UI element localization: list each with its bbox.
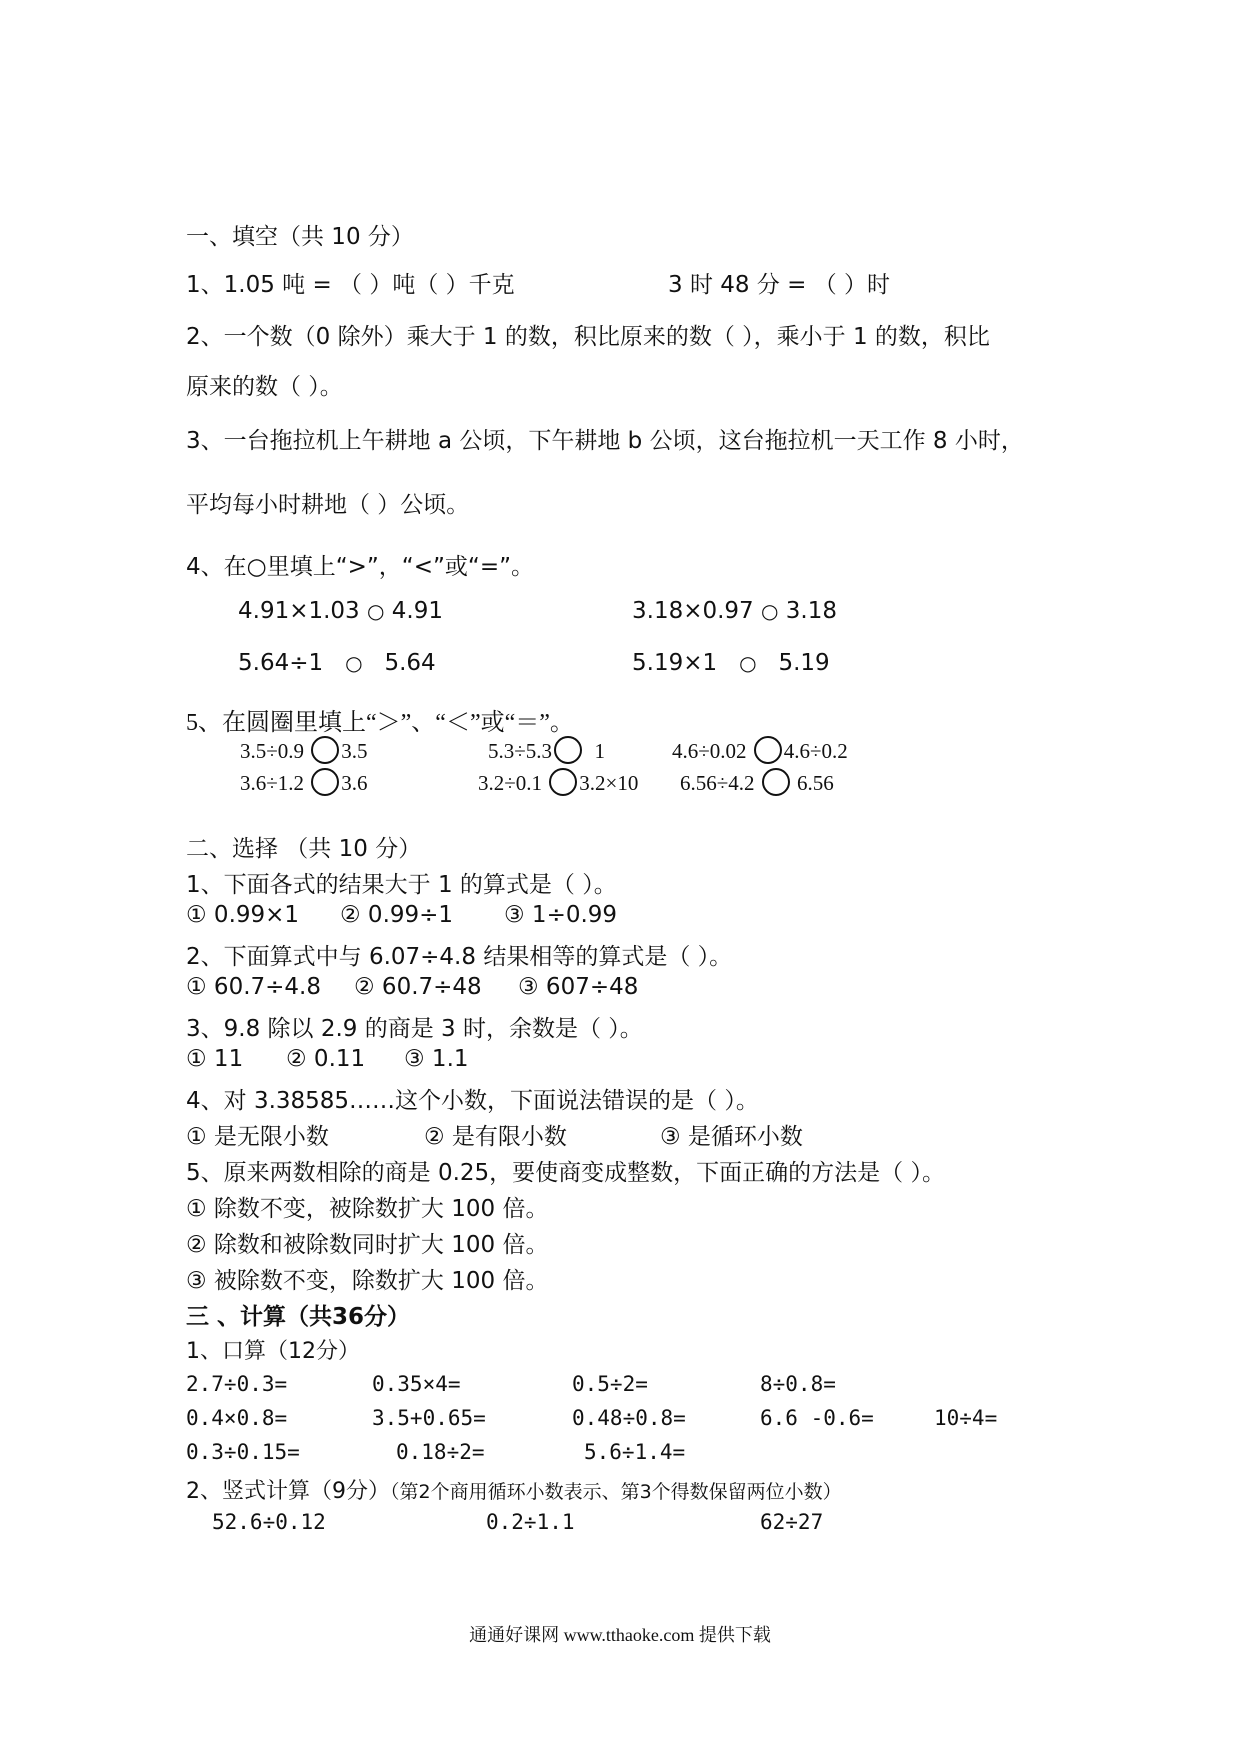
circle-icon: ○ [367, 599, 385, 623]
section-2-title: 二、选择 （共 10 分） [186, 836, 422, 862]
choice-q3-opt: ① 11 [186, 1046, 244, 1072]
vertical-item: 52.6÷0.12 [212, 1510, 326, 1534]
circle-compare: 6.56÷4.2 6.56 [680, 768, 834, 796]
oral-item: 2.7÷0.3= [186, 1372, 288, 1396]
choice-q3-opt: ③ 1.1 [404, 1046, 469, 1072]
circle-icon: ○ [739, 651, 757, 675]
choice-q2: 2、下面算式中与 6.07÷4.8 结果相等的算式是（ ）。 [186, 944, 733, 970]
oral-item: 0.3÷0.15= [186, 1440, 300, 1464]
circle-compare: 3.2÷0.1 3.2×10 [478, 768, 638, 796]
circle-icon [311, 768, 339, 796]
choice-q4-opt: ① 是无限小数 [186, 1124, 329, 1150]
calc-q2: 2、竖式计算（9分）（第2个商用循环小数表示、第3个得数保留两位小数） [186, 1479, 842, 1504]
oral-item: 0.48÷0.8= [572, 1406, 686, 1430]
choice-q5-opt: ③ 被除数不变，除数扩大 100 倍。 [186, 1268, 549, 1294]
oral-item: 10÷4= [934, 1406, 998, 1430]
calc-q2-note: （第2个商用循环小数表示、第3个得数保留两位小数） [390, 1481, 842, 1503]
fill-q2-line2: 原来的数（ ）。 [186, 374, 343, 400]
choice-q2-opt: ② 60.7÷48 [354, 974, 482, 1000]
vertical-item: 0.2÷1.1 [486, 1510, 575, 1534]
fill-q1-b: 3 时 48 分 = （ ）时 [668, 272, 891, 298]
oral-item: 5.6÷1.4= [584, 1440, 686, 1464]
circle-icon: ○ [345, 651, 363, 675]
fill-q3-line1: 3、一台拖拉机上午耕地 a 公顷，下午耕地 b 公顷，这台拖拉机一天工作 8 小时， [186, 428, 1024, 454]
oral-item: 0.35×4= [372, 1372, 461, 1396]
compare-item: 5.19×1 ○ 5.19 [632, 650, 830, 676]
choice-q3-opt: ② 0.11 [286, 1046, 366, 1072]
fill-q5: 5、在圆圈里填上“＞”、“＜”或“＝”。 [186, 710, 574, 736]
choice-q5-opt: ② 除数和被除数同时扩大 100 倍。 [186, 1232, 549, 1258]
choice-q2-opt: ③ 607÷48 [518, 974, 639, 1000]
fill-q3-line2: 平均每小时耕地（ ）公顷。 [186, 492, 470, 518]
circle-icon [549, 768, 577, 796]
choice-q1: 1、下面各式的结果大于 1 的算式是（ ）。 [186, 872, 617, 898]
choice-q1-opt: ③ 1÷0.99 [504, 902, 618, 928]
circle-icon [754, 736, 782, 764]
oral-item: 6.6 -0.6= [760, 1406, 874, 1430]
circle-icon [762, 768, 790, 796]
choice-q1-opt: ② 0.99÷1 [340, 902, 454, 928]
section-3-title: 三 、计算（共36分） [186, 1304, 411, 1330]
calc-q1: 1、口算（12分） [186, 1339, 360, 1364]
choice-q3: 3、9.8 除以 2.9 的商是 3 时，余数是（ ）。 [186, 1016, 643, 1042]
fill-q4: 4、在○里填上“>”，“<”或“=”。 [186, 554, 535, 580]
oral-item: 8÷0.8= [760, 1372, 836, 1396]
circle-compare: 4.6÷0.02 4.6÷0.2 [672, 736, 848, 764]
choice-q5: 5、原来两数相除的商是 0.25，要使商变成整数，下面正确的方法是（ ）。 [186, 1160, 945, 1186]
compare-item: 3.18×0.97 ○ 3.18 [632, 598, 837, 624]
choice-q5-opt: ① 除数不变，被除数扩大 100 倍。 [186, 1196, 549, 1222]
circle-compare: 3.5÷0.9 3.5 [240, 736, 368, 764]
oral-item: 3.5+0.65= [372, 1406, 486, 1430]
oral-item: 0.18÷2= [396, 1440, 485, 1464]
fill-q2-line1: 2、一个数（0 除外）乘大于 1 的数，积比原来的数（ ），乘小于 1 的数，积比 [186, 324, 990, 350]
circle-compare: 5.3÷5.3 1 [488, 736, 605, 764]
choice-q1-opt: ① 0.99×1 [186, 902, 300, 928]
compare-item: 4.91×1.03 ○ 4.91 [238, 598, 443, 624]
circle-compare: 3.6÷1.2 3.6 [240, 768, 368, 796]
choice-q4: 4、对 3.38585……这个小数，下面说法错误的是（ ）。 [186, 1088, 759, 1114]
circle-icon [311, 736, 339, 764]
vertical-item: 62÷27 [760, 1510, 824, 1534]
oral-item: 0.4×0.8= [186, 1406, 288, 1430]
compare-item: 5.64÷1 ○ 5.64 [238, 650, 436, 676]
circle-icon: ○ [761, 599, 779, 623]
circle-icon [554, 736, 582, 764]
oral-item: 0.5÷2= [572, 1372, 648, 1396]
choice-q2-opt: ① 60.7÷4.8 [186, 974, 321, 1000]
fill-q1: 1、1.05 吨 = （ ）吨（ ）千克 [186, 272, 515, 298]
choice-q4-opt: ③ 是循环小数 [660, 1124, 803, 1150]
choice-q4-opt: ② 是有限小数 [424, 1124, 567, 1150]
section-1-title: 一、填空（共 10 分） [186, 224, 414, 250]
footer-credit: 通通好课网 www.tthaoke.com 提供下载 [469, 1625, 771, 1645]
